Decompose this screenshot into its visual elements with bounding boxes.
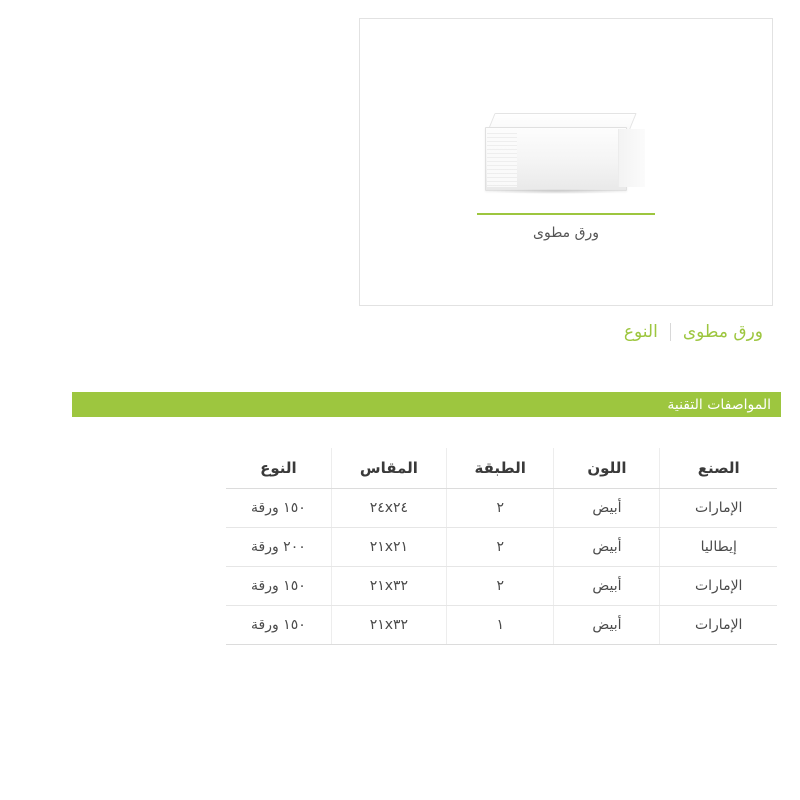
cell-ply: ٢ <box>447 528 554 567</box>
cell-color: أبيض <box>554 528 660 567</box>
table-row <box>226 528 777 567</box>
paper-stack-edge-lines <box>487 133 517 187</box>
cell-size: ٢١x٣٢ <box>331 606 446 645</box>
cell-origin: الإمارات <box>660 567 777 606</box>
column-header-color: اللون <box>554 448 660 489</box>
column-header-origin: الصنع <box>660 448 777 489</box>
product-type-label: النوع <box>623 322 658 342</box>
product-type-value: ورق مطوى <box>682 322 763 342</box>
column-header-ply: الطبقة <box>447 448 554 489</box>
cell-type: ٢٠٠ ورقة <box>226 528 331 567</box>
table-row <box>226 606 777 645</box>
cell-origin: الإمارات <box>660 606 777 645</box>
cell-size: ٢١x٢١ <box>331 528 446 567</box>
paper-stack-fold <box>618 129 645 187</box>
table-row <box>226 489 777 528</box>
cell-type: ١٥٠ ورقة <box>226 567 331 606</box>
cell-color: أبيض <box>554 606 660 645</box>
product-image-card <box>359 18 773 306</box>
folded-paper-stack-icon <box>471 107 661 203</box>
product-figure <box>360 107 772 241</box>
cell-size: ٢٤x٢٤ <box>331 489 446 528</box>
cell-ply: ٢ <box>447 489 554 528</box>
cell-type: ١٥٠ ورقة <box>226 489 331 528</box>
cell-type: ١٥٠ ورقة <box>226 606 331 645</box>
cell-color: أبيض <box>554 489 660 528</box>
column-header-type: النوع <box>226 448 331 489</box>
specs-table <box>226 448 777 645</box>
table-header-row <box>226 448 777 489</box>
product-caption: ورق مطوى <box>533 225 600 241</box>
cell-size: ٢١x٣٢ <box>331 567 446 606</box>
cell-origin: الإمارات <box>660 489 777 528</box>
table-row <box>226 567 777 606</box>
caption-divider <box>477 213 655 215</box>
paper-stack-shadow <box>489 189 623 194</box>
cell-origin: إيطاليا <box>660 528 777 567</box>
specs-table-container <box>219 448 777 645</box>
cell-ply: ٢ <box>447 567 554 606</box>
column-header-size: المقاس <box>331 448 446 489</box>
cell-ply: ١ <box>447 606 554 645</box>
cell-color: أبيض <box>554 567 660 606</box>
technical-specs-header: المواصفات التقنية <box>72 392 781 417</box>
type-separator <box>670 323 671 341</box>
